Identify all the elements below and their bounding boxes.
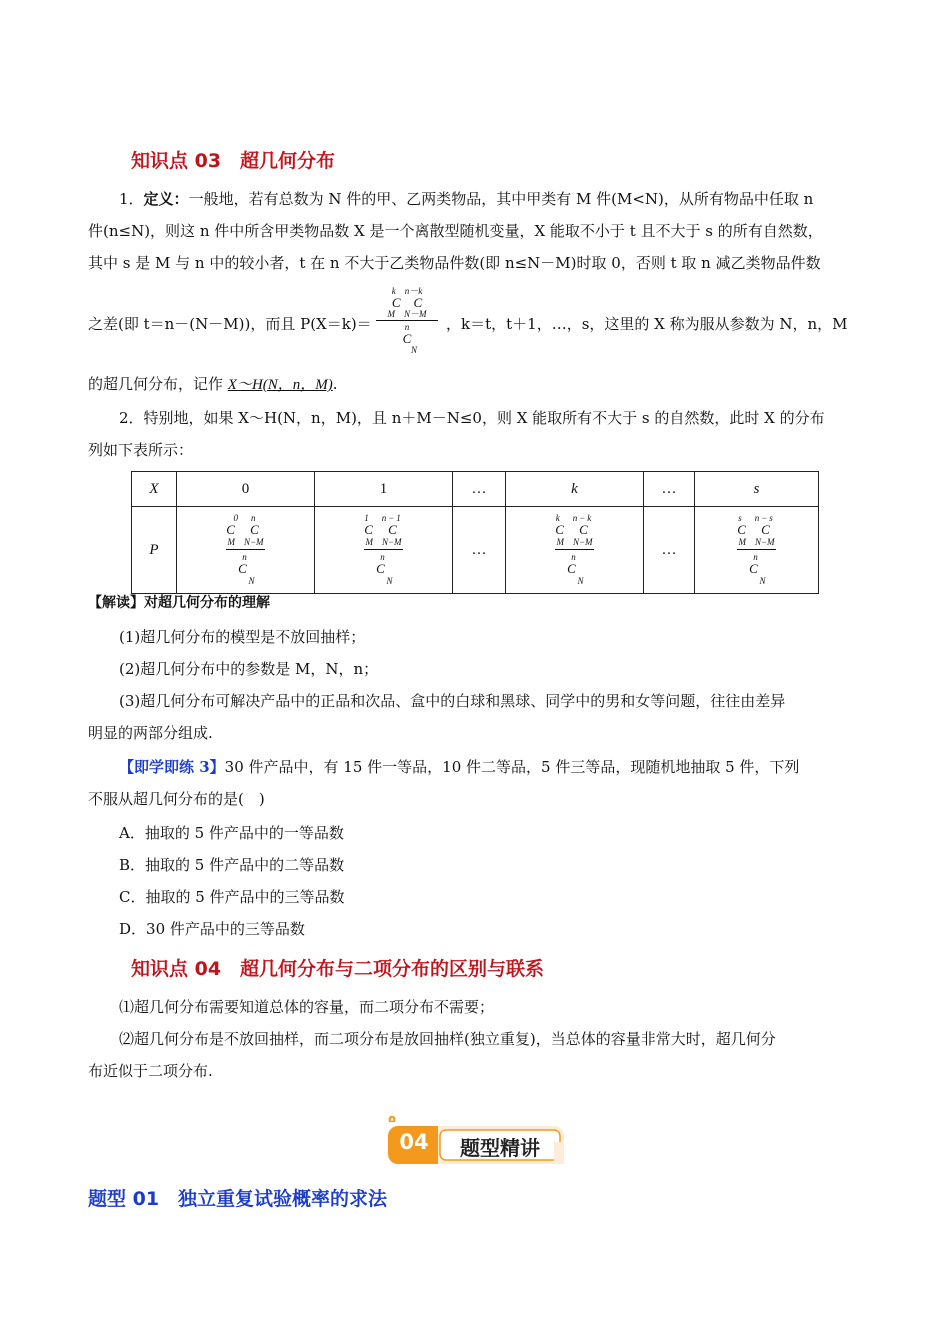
special-case-line-2: 列如下表所示： [88,441,194,459]
badge-number: 04 [399,1130,429,1154]
table-cell: 1 [315,472,453,507]
distribution-table [131,471,819,594]
interpretation-title: 【解读】对超几何分布的理解 [88,595,270,611]
interpretation-item: (3)超几何分布可解决产品中的正品和次品、盒中的白球和黑球、同学中的男和女等问题，往往由差异 [119,692,786,710]
option-c: C．抽取的 5 件产品中的三等品数 [119,888,345,906]
table-header-x: X [132,472,177,507]
badge-title: 题型精讲 [460,1136,540,1160]
table-row-p [132,507,819,594]
practice-question-line-1: 【即学即练 3】30 件产品中，有 15 件一等品，10 件二等品，5 件三等品，现随机地抽取 5 件，下列 [119,758,800,776]
table-cell: s n−s C C M N−M n C N [695,507,819,594]
table-cell: … [453,507,506,594]
table-header-p: P [132,507,177,594]
option-d: D．30 件产品中的三等品数 [119,920,305,938]
question-type-01-title: 题型 01 独立重复试验概率的求法 [88,1188,388,1210]
practice-question-line-2: 不服从超几何分布的是( ) [88,790,265,808]
definition-line-4: 之差(即 t＝n－(N－M))，而且 P(X＝k)＝ [88,315,372,333]
definition-line-1: 1．定义：一般地，若有总数为 N 件的甲、乙两类物品，其中甲类有 M 件(M<N)，从所有物品中任取 n [119,190,814,208]
interpretation-item: (2)超几何分布中的参数是 M，N，n； [119,660,379,678]
table-cell: 0 [177,472,315,507]
table-cell: … [453,472,506,507]
option-a: A．抽取的 5 件产品中的一等品数 [119,824,344,842]
definition-line-4-cont: ，k＝t，t＋1，…，s，这里的 X 称为服从参数为 N，n，M [446,315,848,333]
interpretation-item: 明显的两部分组成. [88,724,213,742]
notation: X～H(N，n，M) [227,377,333,393]
table-cell: s [695,472,819,507]
section-badge [386,1116,568,1164]
table-cell: 0 n C C M N−M n C N [177,507,315,594]
table-cell: k [506,472,644,507]
definition-label: 定义： [143,190,189,208]
knowledge-point-04-title: 知识点 04 超几何分布与二项分布的区别与联系 [131,958,545,980]
table-cell: k n−k C C M N−M n C N [506,507,644,594]
interpretation-item: (1)超几何分布的模型是不放回抽样； [119,628,366,646]
table-cell: … [644,507,695,594]
definition-line-2: 件(n≤N)，则这 n 件中所含甲类物品数 X 是一个离散型随机变量，X 能取不小于 t 且不大于 s 的所有自然数， [88,222,823,240]
table-row-x [132,472,819,507]
table-cell: 1 n−1 C C M N−M n C N [315,507,453,594]
special-case-line-1: 2．特别地，如果 X～H(N，n，M)，且 n＋M－N≤0，则 X 能取所有不大于 s 的自然数，此时 X 的分布 [119,409,825,427]
kp04-item: ⑴超几何分布需要知道总体的容量，而二项分布不需要； [119,998,495,1016]
practice-label: 【即学即练 3】 [119,758,225,776]
hypergeometric-formula: k n－k C C M N－M n C N [372,286,442,355]
kp04-item: ⑵超几何分布是不放回抽样，而二项分布是放回抽样(独立重复)，当总体的容量非常大时，超几何分 [119,1030,776,1048]
table-cell: … [644,472,695,507]
definition-line-5: 的超几何分布，记作 X～H(N，n，M). [88,375,338,393]
knowledge-point-03-title: 知识点 03 超几何分布 [131,150,336,172]
kp04-item: 布近似于二项分布. [88,1062,213,1080]
option-b: B．抽取的 5 件产品中的二等品数 [119,856,345,874]
definition-line-3: 其中 s 是 M 与 n 中的较小者，t 在 n 不大于乙类物品件数(即 n≤N－M)时取 0，否则 t 取 n 减乙类物品件数 [88,254,821,272]
